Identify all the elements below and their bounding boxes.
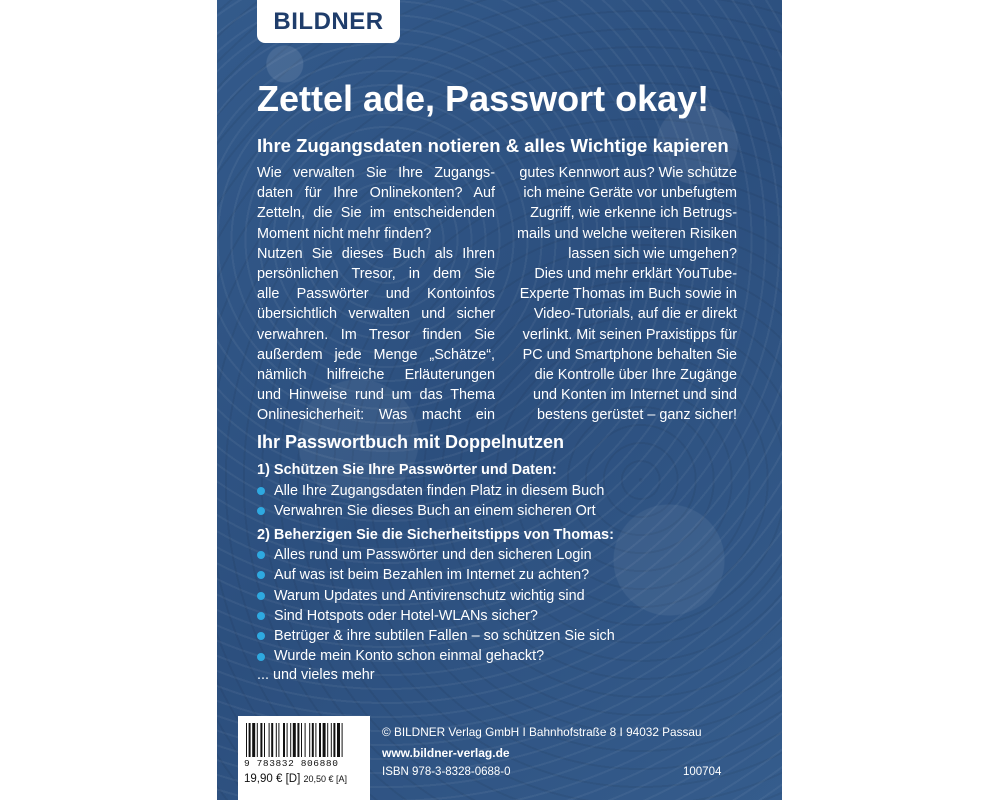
blurb-line: gutes Kennwort aus? Wie schütze — [519, 165, 737, 181]
barcode-bar — [290, 723, 291, 757]
blurb-line: Zetteln, die Sie im entscheidenden — [257, 205, 495, 222]
blurb-line: ich meine Geräte vor unbefugtem — [523, 185, 737, 202]
blurb-line: Nutzen Sie dieses Buch als Ihren — [257, 245, 495, 262]
barcode-bar — [260, 723, 262, 757]
barcode-bar — [246, 723, 247, 757]
barcode-bar — [249, 723, 251, 757]
barcode-bar — [305, 723, 306, 757]
price-label — [244, 773, 347, 785]
barcode-bar — [323, 723, 326, 757]
bullet-icon — [257, 571, 265, 579]
publisher-address: © BILDNER Verlag GmbH I Bahnhofstraße 8 I 94032 Passau — [382, 725, 702, 739]
blurb-line: verwahren. Im Tresor finden Sie — [257, 326, 495, 343]
bullet-icon — [257, 653, 265, 661]
section-title: Ihr Passwortbuch mit Doppelnutzen — [257, 432, 565, 452]
blurb-line: daten für Ihre Onlinekonten? Auf — [257, 185, 495, 202]
bullet-icon — [257, 612, 265, 620]
book-title: Zettel ade, Passwort okay! — [257, 78, 710, 119]
blurb-line: Video-Tutorials, auf die er direkt — [533, 306, 737, 323]
bullet-icon — [257, 551, 265, 559]
blurb-right-column — [499, 163, 737, 426]
blurb-line: Wie verwalten Sie Ihre Zugangs- — [257, 165, 495, 181]
list-item: Warum Updates und Antivirenschutz wichtig sind — [257, 586, 615, 606]
barcode-bar — [333, 723, 335, 757]
blurb-line: mails und welche weiteren Risiken — [517, 225, 737, 242]
isbn-number: ISBN 978-3-8328-0688-0 — [382, 766, 511, 778]
book-subtitle: Ihre Zugangsdaten notieren & alles Wichtige kapieren — [257, 135, 729, 156]
blurb-line: bestens gerüstet – ganz sicher! — [537, 407, 737, 424]
blurb-line: außerdem jede Menge „Schätze“, — [257, 346, 495, 363]
book-back-cover — [217, 0, 782, 800]
list-item: Wurde mein Konto schon einmal gehackt? — [257, 646, 615, 666]
blurb-line: nämlich hilfreiche Erläuterungen — [257, 367, 495, 384]
blurb-line: Dies und mehr erklärt YouTube- — [534, 266, 737, 283]
blurb-line: alle Passwörter und Kontoinfos — [257, 286, 495, 303]
group-title-protect: 1) Schützen Sie Ihre Passwörter und Daten: — [257, 462, 557, 478]
and-more-text: ... und vieles mehr — [257, 667, 375, 683]
list-item: Alle Ihre Zugangsdaten finden Platz in diesem Buch — [257, 481, 604, 501]
list-item: Sind Hotspots oder Hotel-WLANs sicher? — [257, 606, 615, 626]
list-item: Betrüger & ihre subtilen Fallen – so schützen Sie sich — [257, 626, 615, 646]
group-title-tips: 2) Beherzigen Sie die Sicherheitstipps von Thomas: — [257, 527, 614, 543]
barcode-bar — [293, 723, 296, 757]
barcode-bar — [287, 723, 288, 757]
barcode-bar — [297, 723, 299, 757]
list-item: Verwahren Sie dieses Buch an einem sicheren Ort — [257, 501, 604, 521]
blurb-line: verlinkt. Mit seinen Praxistipps für — [522, 326, 737, 343]
blurb-line: übersichtlich verwalten und sicher — [257, 306, 495, 323]
blurb-line: Zugriff, wie erkenne ich Betrugs- — [530, 205, 737, 222]
bullet-icon — [257, 632, 265, 640]
price-de: 19,90 € [D] — [244, 773, 301, 785]
barcode-bar — [301, 723, 302, 757]
barcode-bar — [278, 723, 279, 757]
blurb-left-column — [257, 163, 495, 426]
barcode-bar — [252, 723, 255, 757]
bullet-list-protect — [257, 481, 604, 522]
list-item: Alles rund um Passwörter und den sicheren Login — [257, 545, 615, 565]
article-code: 100704 — [683, 766, 722, 778]
barcode-bar — [319, 723, 321, 757]
barcode-bar — [283, 723, 285, 757]
barcode-icon — [246, 723, 364, 757]
barcode-digits: 9 783832 806880 — [244, 758, 339, 769]
barcode-bar — [312, 723, 314, 757]
blurb-line: PC und Smartphone behalten Sie — [522, 346, 737, 363]
list-item: Auf was ist beim Bezahlen im Internet zu achten? — [257, 565, 615, 585]
barcode-bar — [331, 723, 332, 757]
barcode-bar — [337, 723, 340, 757]
blurb-line: Moment nicht mehr finden? — [257, 225, 432, 242]
price-at: 20,50 € [A] — [303, 774, 348, 784]
bullet-icon — [257, 487, 265, 495]
bullet-icon — [257, 592, 265, 600]
blurb-line: die Kontrolle über Ihre Zugänge — [534, 367, 737, 384]
blurb-line: persönlichen Tresor, in dem Sie — [257, 266, 495, 283]
blurb-line: Experte Thomas im Buch sowie in — [519, 286, 737, 303]
barcode-box — [238, 716, 370, 800]
bullet-list-tips — [257, 545, 615, 667]
barcode-bar — [271, 723, 273, 757]
publisher-website-link[interactable]: www.bildner-verlag.de — [382, 746, 510, 760]
barcode-bar — [276, 723, 277, 757]
blurb-line: und Hinweise rund um das Thema — [257, 387, 495, 404]
barcode-bar — [309, 723, 310, 757]
barcode-bar — [327, 723, 328, 757]
barcode-bar — [315, 723, 316, 757]
barcode-bar — [269, 723, 270, 757]
blurb-line: Onlinesicherheit: Was macht ein — [257, 407, 495, 424]
blurb-line: und Konten im Internet und sind — [532, 387, 737, 404]
barcode-bar — [264, 723, 265, 757]
blurb-line: lassen sich wie umgehen? — [568, 245, 737, 262]
barcode-bar — [257, 723, 258, 757]
bullet-icon — [257, 507, 265, 515]
barcode-bar — [342, 723, 343, 757]
publisher-logo: BILDNER — [257, 0, 400, 43]
